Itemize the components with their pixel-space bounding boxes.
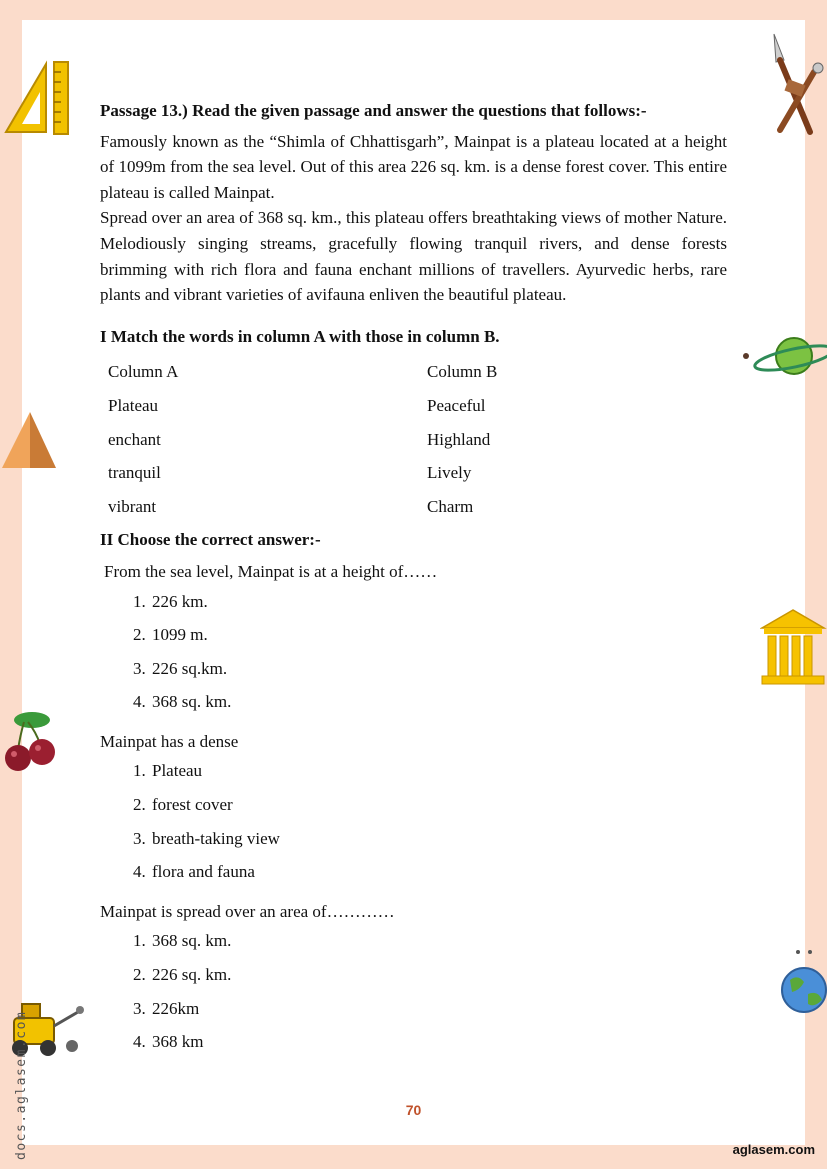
column-a-cell: Column A [108, 362, 179, 382]
list-item: 4. flora and fauna [150, 859, 727, 893]
garden-tools-icon [766, 32, 826, 136]
column-a-cell: tranquil [108, 463, 161, 483]
column-a-cell: enchant [108, 429, 161, 449]
table-row [100, 355, 727, 389]
question-3: Mainpat is spread over an area of………… [100, 901, 395, 921]
passage-paragraph-2: Spread over an area of 368 sq. km., this plateau offers breathtaking views of mother Nature. Melodiously singing streams, gracefully flowing tranquil rivers, and dense forests brimming with rich flora and fauna enchant millions of travellers. Ayurvedic herbs, rare plants and vibrant varieties of avifauna enliven the beautiful plateau. [100, 208, 727, 305]
column-b-cell: Peaceful [427, 395, 486, 415]
list-item: 3. 226km [150, 996, 727, 1030]
robot-toy-icon [0, 1000, 86, 1060]
column-b-cell: Highland [427, 429, 491, 449]
list-item: 4. 368 sq. km. [150, 689, 727, 723]
match-section-title: I Match the words in column A with those in column B. [100, 326, 500, 346]
cherries-icon [2, 706, 60, 780]
column-a-cell: Plateau [108, 395, 159, 415]
list-item: 3. breath-taking view [150, 826, 727, 860]
temple-icon [760, 608, 827, 688]
passage-paragraph-1: Famously known as the “Shimla of Chhattisgarh”, Mainpat is a plateau located at a height of 1099m from the sea level. Out of this area 226 sq. km. is a dense forest cover. This entire plateau is called Mainpat. [100, 131, 727, 202]
table-row [100, 389, 727, 423]
column-b-cell: Column B [427, 362, 498, 382]
list-item: 3. 226 sq.km. [150, 656, 727, 690]
passage-heading: Passage 13.) Read the given passage and answer the questions that follows:- [100, 101, 647, 120]
question-1-options [100, 589, 727, 723]
column-a-cell: vibrant [108, 496, 157, 516]
question-3-options [100, 928, 727, 1062]
list-item: 1. 226 km. [150, 589, 727, 623]
list-item: 2. 226 sq. km. [150, 962, 727, 996]
corner-watermark: aglasem.com [732, 1142, 815, 1157]
table-row [100, 456, 727, 490]
pyramid-icon [0, 410, 58, 470]
worksheet-content [100, 98, 727, 1063]
page-number: 70 [405, 1102, 422, 1118]
table-row [100, 490, 727, 524]
list-item: 1. Plateau [150, 758, 727, 792]
list-item: 1. 368 sq. km. [150, 928, 727, 962]
question-1: From the sea level, Mainpat is at a height of…… [104, 561, 438, 581]
side-watermark: docs.aglasem.com [14, 1010, 29, 1160]
planet-icon [742, 332, 827, 382]
list-item: 2. 1099 m. [150, 622, 727, 656]
list-item: 2. forest cover [150, 792, 727, 826]
question-2: Mainpat has a dense [100, 731, 239, 751]
table-row [100, 423, 727, 457]
ruler-set-square-icon [2, 58, 72, 136]
choose-section-title: II Choose the correct answer:- [100, 530, 321, 550]
question-2-options [100, 758, 727, 892]
list-item: 4. 368 km [150, 1029, 727, 1063]
match-table [100, 355, 727, 523]
column-b-cell: Charm [427, 496, 474, 516]
column-b-cell: Lively [427, 463, 472, 483]
globe-icon [778, 946, 827, 1018]
